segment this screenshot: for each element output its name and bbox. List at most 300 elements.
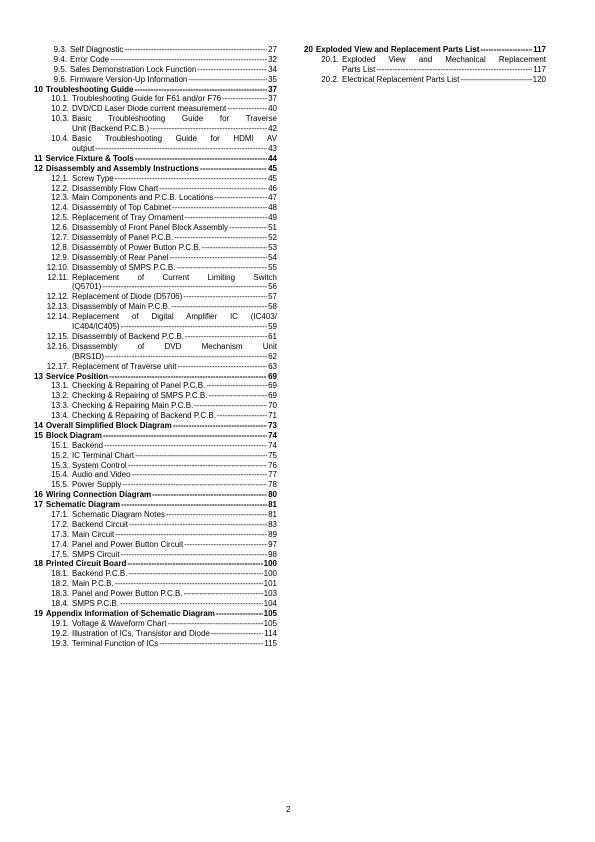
toc-entry-number: 18.2. [51, 579, 69, 589]
toc-entry-title: Checking & Repairing of SMPS P.C.B. [72, 391, 208, 401]
toc-entry[interactable] [34, 243, 277, 253]
toc-entry-number: 17.4. [51, 539, 69, 549]
toc-entry-title: Replacement of Diode (D5706) [72, 292, 183, 302]
toc-entry[interactable] [34, 381, 277, 391]
toc-entry-title: Exploded View and Replacement Parts List [315, 44, 480, 54]
toc-entry-page: 103 [263, 589, 277, 599]
toc-entry-title-continued: (Q5701) [72, 282, 102, 292]
toc-entry-number: 14 [34, 420, 43, 430]
dot-leader [132, 470, 268, 480]
toc-entry[interactable] [34, 134, 277, 154]
toc-right-column [304, 45, 546, 85]
toc-entry-number: 12.3. [51, 193, 69, 203]
dot-leader [115, 174, 267, 184]
toc-section[interactable] [34, 85, 277, 95]
dot-leader [127, 559, 262, 569]
toc-entry[interactable] [34, 193, 277, 203]
toc-entry-number: 12.9. [51, 252, 69, 262]
toc-entry[interactable] [34, 599, 277, 609]
dot-leader [217, 411, 267, 421]
toc-entry-number: 12.7. [51, 232, 69, 242]
toc-entry-number: 13.2. [51, 391, 69, 401]
toc-entry-number: 10.1. [51, 94, 69, 104]
toc-entry[interactable] [34, 619, 277, 629]
toc-section[interactable] [34, 154, 277, 164]
toc-entry-number: 17 [34, 500, 43, 510]
toc-entry-title: IC Terminal Chart [72, 450, 135, 460]
toc-entry-title: Disassembly of SMPS P.C.B. [72, 262, 176, 272]
dot-leader [216, 609, 263, 619]
toc-entry-title: Illustration of ICs, Transistor and Diode [72, 628, 210, 638]
toc-entry-title: Backend Circuit [72, 519, 129, 529]
toc-entry-title: Disassembly of Power Button P.C.B. [72, 242, 201, 252]
toc-entry-page: 49 [268, 213, 277, 223]
toc-entry-title: Screw Type [72, 173, 114, 183]
toc-entry-page: 56 [268, 282, 277, 292]
dot-leader [122, 480, 267, 490]
toc-entry[interactable] [34, 540, 277, 550]
dot-leader [184, 589, 263, 599]
toc-entry[interactable] [34, 470, 277, 480]
toc-entry[interactable] [34, 213, 277, 223]
toc-entry-title: Main P.C.B. [72, 579, 114, 589]
toc-entry-number: 9.6. [53, 74, 67, 84]
dot-leader [178, 362, 268, 372]
toc-entry[interactable] [34, 223, 277, 233]
toc-entry-title: Main Components and P.C.B. Locations [72, 193, 214, 203]
toc-left-column [34, 45, 277, 648]
toc-entry-page: 62 [268, 351, 277, 361]
dot-leader [124, 45, 267, 55]
toc-entry-title: SMPS Circuit [72, 549, 120, 559]
dot-leader [159, 639, 263, 649]
toc-entry-number: 13 [34, 371, 43, 381]
dot-leader [121, 550, 268, 560]
toc-entry-title: Wiring Connection Diagram [45, 490, 152, 500]
toc-entry-number: 11 [34, 153, 43, 163]
toc-entry-page: 47 [268, 193, 277, 203]
toc-entry-page: 48 [268, 203, 277, 213]
toc-entry[interactable] [34, 273, 277, 293]
dot-leader [197, 65, 267, 75]
toc-entry-page: 81 [268, 500, 277, 510]
toc-entry[interactable] [34, 461, 277, 471]
toc-entry-title: Disassembly of Rear Panel [72, 252, 169, 262]
toc-entry-page: 69 [268, 381, 277, 391]
toc-section[interactable] [34, 500, 277, 510]
toc-entry-page: 51 [268, 223, 277, 233]
toc-entry-number: 12 [34, 163, 43, 173]
toc-entry-number: 19 [34, 608, 43, 618]
toc-entry-title: Error Code [70, 54, 110, 64]
toc-entry-page: 70 [268, 401, 277, 411]
page-number: 2 [286, 805, 291, 814]
toc-entry-number: 17.1. [51, 510, 69, 519]
dot-leader [102, 282, 267, 292]
toc-entry-number: 12.4. [51, 203, 69, 213]
toc-entry[interactable] [34, 629, 277, 639]
toc-entry[interactable] [34, 342, 277, 362]
dot-leader [214, 193, 267, 203]
dot-leader [183, 292, 267, 302]
dot-leader [105, 352, 267, 362]
toc-entry[interactable] [34, 401, 277, 411]
toc-entry-title-continued: (BRS1D) [72, 351, 105, 361]
toc-entry-page: 58 [268, 302, 277, 312]
toc-entry-number: 10 [34, 84, 43, 94]
toc-entry-title: Replacement of Current Limiting Switch [72, 272, 277, 282]
toc-entry-page: 101 [263, 579, 277, 589]
dot-leader [135, 451, 267, 461]
toc-entry-number: 12.10. [46, 262, 69, 272]
toc-entry-page: 45 [268, 163, 277, 173]
toc-entry-number: 15.3. [51, 460, 69, 470]
toc-entry-title: Main Circuit [72, 529, 115, 539]
toc-entry-number: 13.3. [51, 401, 69, 411]
toc-entry-page: 35 [268, 74, 277, 84]
toc-entry-page: 77 [268, 470, 277, 480]
toc-entry-page: 100 [263, 569, 277, 579]
toc-entry-title: Backend P.C.B. [72, 569, 128, 579]
toc-entry[interactable] [34, 362, 277, 372]
toc-entry-page: 75 [268, 450, 277, 460]
dot-leader [115, 579, 263, 589]
toc-entry-title: Sales Demonstration Lock Function [70, 64, 197, 74]
toc-entry-title: Basic Troubleshooting Guide for HDMI AV [72, 134, 277, 144]
toc-entry-number: 10.3. [51, 114, 69, 124]
toc-entry-title: Panel and Power Button Circuit [72, 539, 184, 549]
dot-leader [185, 332, 267, 342]
toc-entry-page: 57 [268, 292, 277, 302]
toc-entry[interactable] [34, 45, 277, 55]
dot-leader [194, 401, 267, 411]
toc-entry-number: 12.16. [46, 341, 69, 351]
toc-entry-page: 78 [268, 480, 277, 490]
dot-leader [120, 599, 263, 609]
toc-entry-page: 61 [268, 331, 277, 341]
toc-entry-title: Troubleshooting Guide [45, 84, 134, 94]
toc-entry-title: Electrical Replacement Parts List [342, 74, 460, 84]
toc-entry-title: Disassembly and Assembly Instructions [45, 163, 199, 173]
toc-entry-title: Checking & Repairing of Panel P.C.B. [72, 381, 206, 391]
toc-entry-page: 120 [532, 74, 546, 84]
toc-entry-page: 40 [268, 104, 277, 114]
toc-entry-title-continued: Parts List [342, 64, 376, 74]
toc-entry[interactable] [34, 302, 277, 312]
toc-entry-number: 9.3. [53, 44, 67, 54]
dot-leader [172, 203, 267, 213]
dot-leader [460, 75, 531, 85]
toc-entry-title: Schematic Diagram Notes [72, 510, 165, 519]
toc-entry[interactable] [34, 639, 277, 649]
toc-entry-page: 44 [268, 153, 277, 163]
toc-entry-number: 15.4. [51, 470, 69, 480]
toc-entry-number: 15.5. [51, 480, 69, 490]
toc-entry-page: 115 [264, 638, 277, 648]
toc-entry-page: 52 [268, 232, 277, 242]
dot-leader [206, 381, 267, 391]
toc-entry-number: 10.4. [51, 134, 69, 144]
dot-leader [129, 520, 267, 530]
toc-entry-title: Terminal Function of ICs [72, 638, 159, 648]
toc-entry-number: 17.3. [51, 529, 69, 539]
toc-entry-number: 19.3. [51, 638, 69, 648]
toc-entry-page: 117 [533, 64, 546, 74]
toc-entry-title: Basic Troubleshooting Guide for Traverse [72, 114, 277, 124]
dot-leader [134, 85, 267, 95]
toc-entry[interactable] [34, 569, 277, 579]
toc-entry-title: Replacement of Digital Amplifier IC (IC403/ [72, 312, 277, 322]
toc-entry[interactable] [34, 263, 277, 273]
toc-entry-title: Disassembly of DVD Mechanism Unit [72, 341, 277, 351]
toc-entry[interactable] [34, 253, 277, 263]
toc-entry-title: Disassembly of Backend P.C.B. [72, 331, 184, 341]
toc-entry-number: 20.1. [321, 54, 339, 64]
toc-section[interactable] [34, 421, 277, 431]
dot-leader [159, 184, 267, 194]
toc-entry-number: 15.2. [51, 450, 69, 460]
toc-entry-title: Voltage & Waveform Chart [72, 618, 167, 628]
toc-entry-title: Firmware Version-Up Information [70, 74, 188, 84]
toc-entry[interactable] [34, 104, 277, 114]
dot-leader [222, 94, 267, 104]
toc-entry-title-continued: Unit (Backend P.C.B.) [72, 124, 150, 134]
toc-entry-number: 9.5. [53, 64, 67, 74]
dot-leader [208, 391, 267, 401]
toc-entry[interactable] [34, 411, 277, 421]
dot-leader [376, 65, 532, 75]
toc-entry-page: 74 [268, 430, 277, 440]
toc-entry[interactable] [34, 332, 277, 342]
toc-entry-title: Audio and Video [72, 470, 131, 480]
toc-entry-page: 59 [268, 322, 277, 332]
dot-leader [185, 213, 267, 223]
dot-leader [152, 490, 267, 500]
toc-entry[interactable] [34, 55, 277, 65]
dot-leader [104, 441, 267, 451]
toc-entry[interactable] [34, 114, 277, 134]
toc-entry-title: Appendix Information of Schematic Diagram [45, 608, 215, 618]
toc-entry[interactable] [34, 233, 277, 243]
toc-entry-page: 76 [268, 460, 277, 470]
toc-entry-title: Checking & Repairing Main P.C.B. [72, 401, 194, 411]
toc-entry[interactable] [34, 184, 277, 194]
toc-entry-number: 12.14. [46, 312, 69, 322]
dot-leader [227, 104, 267, 114]
toc-entry[interactable] [34, 550, 277, 560]
toc-entry-number: 12.13. [46, 302, 69, 312]
toc-entry-title: Power Supply [72, 480, 122, 490]
toc-entry-page: 69 [268, 371, 277, 381]
toc-entry-page: 53 [268, 242, 277, 252]
toc-entry-title: DVD/CD Laser Diode current measurement [72, 104, 227, 114]
toc-entry-number: 15.1. [51, 440, 69, 450]
toc-entry-page: 27 [268, 44, 277, 54]
toc-entry-page: 74 [268, 440, 277, 450]
dot-leader [121, 500, 267, 510]
dot-leader [169, 253, 267, 263]
toc-entry-page: 117 [533, 44, 546, 54]
dot-leader [135, 154, 267, 164]
toc-entry-title: Printed Circuit Board [45, 559, 127, 569]
toc-entry[interactable] [34, 510, 277, 520]
toc-entry-title: Overall Simplified Block Diagram [45, 420, 172, 430]
toc-entry-page: 54 [268, 252, 277, 262]
toc-entry-number: 12.11. [47, 272, 69, 282]
dot-leader [171, 302, 267, 312]
toc-entry-page: 55 [268, 262, 277, 272]
toc-entry-number: 18.1. [51, 569, 69, 579]
toc-entry-number: 9.4. [53, 54, 67, 64]
toc-entry-number: 12.12. [46, 292, 69, 302]
toc-entry-number: 12.17. [46, 361, 69, 371]
toc-entry-number: 13.1. [51, 381, 69, 391]
toc-entry-number: 18 [34, 559, 43, 569]
toc-entry-title: System Control [72, 460, 127, 470]
dot-leader [188, 75, 267, 85]
toc-entry-number: 12.1. [51, 173, 69, 183]
toc-entry-title-continued: IC404/IC405) [72, 322, 120, 332]
dot-leader [174, 233, 267, 243]
toc-section[interactable] [34, 490, 277, 500]
toc-entry-title: Service Fixture & Tools [45, 153, 134, 163]
toc-section[interactable] [34, 164, 277, 174]
toc-entry-title: Service Position [45, 371, 109, 381]
toc-entry[interactable] [34, 480, 277, 490]
toc-entry-page: 105 [263, 618, 277, 628]
toc-entry-number: 12.2. [51, 183, 69, 193]
toc-entry[interactable] [304, 55, 546, 75]
toc-entry-title: Schematic Diagram [45, 500, 121, 510]
toc-entry-number: 10.2. [51, 104, 69, 114]
toc-entry-title-continued: output [72, 143, 95, 153]
toc-entry-title: Block Diagram [45, 430, 102, 440]
toc-section[interactable] [304, 45, 546, 55]
toc-section[interactable] [34, 372, 277, 382]
dot-leader [480, 45, 532, 55]
toc-entry-title: Disassembly of Panel P.C.B. [72, 232, 174, 242]
toc-entry[interactable] [34, 94, 277, 104]
toc-entry-title: Disassembly of Top Cabinet [72, 203, 172, 213]
dot-leader [211, 629, 263, 639]
toc-entry-number: 12.15. [46, 331, 69, 341]
toc-entry[interactable] [34, 292, 277, 302]
toc-entry[interactable] [34, 530, 277, 540]
toc-entry-number: 15 [34, 430, 43, 440]
toc-entry-title: Disassembly Flow Chart [72, 183, 159, 193]
toc-entry-title: Self Diagnostic [70, 44, 124, 54]
dot-leader [173, 421, 267, 431]
toc-section[interactable] [34, 559, 277, 569]
dot-leader [202, 243, 267, 253]
toc-entry[interactable] [34, 451, 277, 461]
toc-entry[interactable] [34, 75, 277, 85]
toc-entry-page: 105 [263, 608, 277, 618]
toc-entry-number: 12.5. [51, 213, 69, 223]
toc-entry-page: 104 [263, 599, 277, 609]
toc-entry-number: 12.8. [51, 242, 69, 252]
toc-entry-number: 16 [34, 490, 43, 500]
toc-entry-page: 89 [268, 529, 277, 539]
toc-entry-page: 69 [268, 391, 277, 401]
dot-leader [176, 263, 267, 273]
toc-entry-page: 45 [268, 173, 277, 183]
toc-entry-title: Checking & Repairing of Backend P.C.B. [72, 411, 216, 421]
toc-section[interactable] [34, 609, 277, 619]
toc-entry-number: 17.5. [51, 549, 69, 559]
toc-entry[interactable] [34, 589, 277, 599]
toc-entry-page: 37 [268, 84, 277, 94]
toc-entry[interactable] [34, 579, 277, 589]
dot-leader [167, 619, 262, 629]
toc-entry-number: 18.3. [51, 589, 69, 599]
toc-entry-title: Disassembly of Main P.C.B. [72, 302, 171, 312]
toc-entry[interactable] [304, 75, 546, 85]
toc-entry-title: Disassembly of Front Panel Block Assembly [72, 223, 229, 233]
toc-entry-page: 32 [268, 54, 277, 64]
toc-entry-number: 19.2. [51, 628, 69, 638]
toc-entry-page: 114 [264, 628, 277, 638]
toc-entry-page: 63 [268, 361, 277, 371]
dot-leader [229, 223, 267, 233]
toc-entry-page: 37 [268, 94, 277, 104]
toc-entry[interactable] [34, 312, 277, 332]
dot-leader [150, 124, 267, 134]
toc-entry-page: 97 [268, 539, 277, 549]
toc-entry-page: 83 [268, 519, 277, 529]
toc-entry-title: Exploded View and Mechanical Replacement [342, 54, 546, 64]
toc-entry-page: 71 [268, 411, 277, 421]
toc-entry-page: 42 [268, 124, 277, 134]
toc-entry-title: Backend [72, 440, 104, 450]
toc-section[interactable] [34, 431, 277, 441]
toc-entry-number: 17.2. [51, 519, 69, 529]
toc-entry-number: 13.4. [51, 411, 69, 421]
toc-entry-page: 98 [268, 549, 277, 559]
toc-entry[interactable] [34, 203, 277, 213]
toc-entry-number: 18.4. [51, 599, 69, 609]
toc-entry-title: Panel and Power Button P.C.B. [72, 589, 183, 599]
toc-entry-page: 46 [268, 183, 277, 193]
dot-leader [184, 540, 267, 550]
toc-entry-page: 34 [268, 64, 277, 74]
dot-leader [95, 144, 267, 154]
dot-leader [109, 372, 267, 382]
toc-entry-page: 73 [268, 420, 277, 430]
toc-entry[interactable] [34, 391, 277, 401]
toc-entry-page: 80 [268, 490, 277, 500]
toc-entry-page: 100 [263, 559, 277, 569]
dot-leader [110, 55, 267, 65]
toc-entry-title: Replacement of Traverse unit [72, 361, 177, 371]
dot-leader [200, 164, 267, 174]
toc-entry[interactable] [34, 174, 277, 184]
toc-entry-number: 20 [304, 44, 313, 54]
dot-leader [103, 431, 267, 441]
toc-entry[interactable] [34, 520, 277, 530]
dot-leader [115, 530, 267, 540]
toc-entry-title: SMPS P.C.B. [72, 599, 119, 609]
toc-entry-number: 19.1. [51, 618, 69, 628]
dot-leader [128, 461, 267, 471]
toc-entry-number: 20.2. [321, 74, 339, 84]
toc-entry-page: 81 [268, 510, 277, 519]
toc-entry[interactable] [34, 65, 277, 75]
dot-leader [128, 569, 262, 579]
toc-entry-page: 43 [268, 143, 277, 153]
toc-entry-title: Troubleshooting Guide for F61 and/or F76 [72, 94, 222, 104]
toc-entry[interactable] [34, 441, 277, 451]
